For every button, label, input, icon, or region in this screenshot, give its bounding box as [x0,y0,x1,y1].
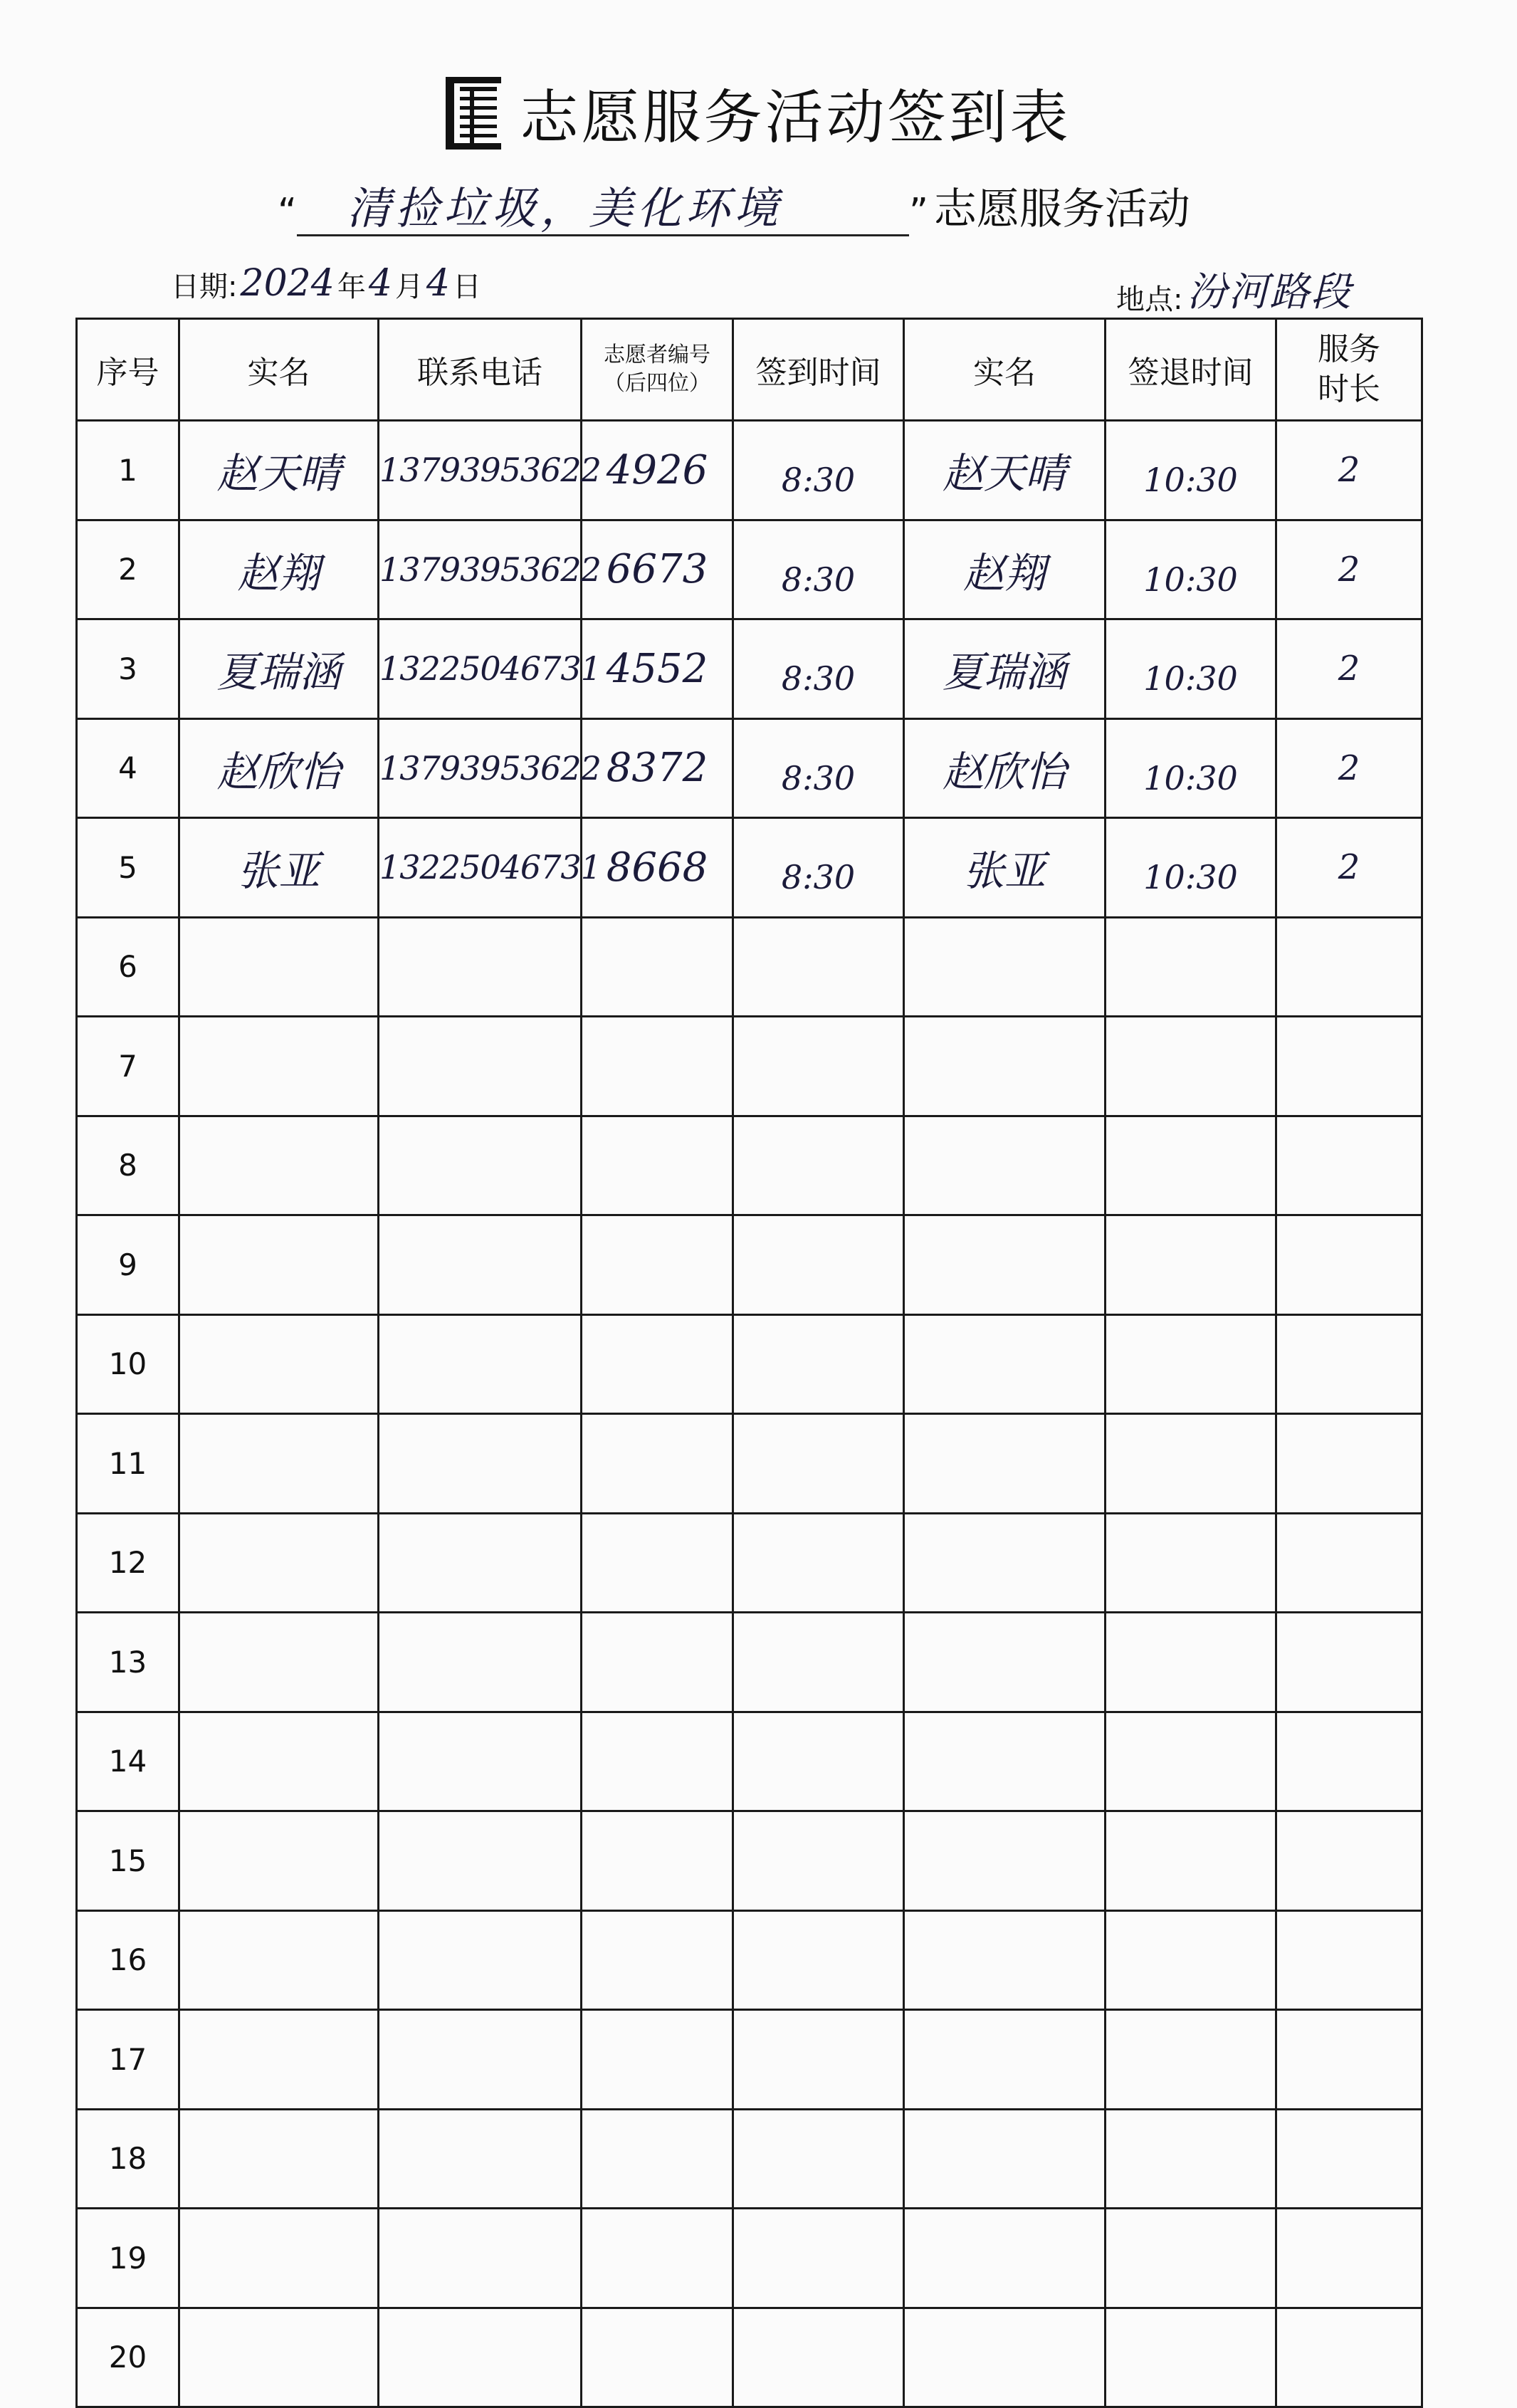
date-day-field[interactable]: 4 [426,262,451,305]
table-row [77,1613,1422,1712]
volunteer-id-cell[interactable] [582,1314,733,1414]
signin-name-cell[interactable]: 赵天晴 [179,421,379,520]
phone-cell[interactable] [379,1116,582,1215]
table-row [77,1910,1422,2010]
row-index: 17 [77,2010,179,2110]
row-index: 3 [77,619,179,719]
form-header [0,71,1517,155]
row-index: 15 [77,1811,179,1911]
table-row [77,1513,1422,1613]
table-header-row [77,319,1422,421]
signout-name-cell[interactable] [904,1613,1106,1712]
volunteer-id-cell[interactable] [582,2308,733,2407]
signout-time-cell[interactable] [1106,1215,1276,1315]
row-index: 19 [77,2209,179,2308]
phone-cell[interactable] [379,2010,582,2110]
header-phone: 联系电话 [379,319,582,421]
row-index: 16 [77,1910,179,2010]
signout-name-cell[interactable]: 张亚 [904,818,1106,918]
volunteer-id-cell[interactable] [582,1712,733,1811]
signout-time-cell[interactable] [1106,2109,1276,2209]
signin-name-cell[interactable] [179,1811,379,1911]
signin-time-cell[interactable] [733,2010,904,2110]
duration-cell[interactable]: 2 [1276,421,1422,520]
signin-name-cell[interactable] [179,2209,379,2308]
place-label: 地点: [1116,283,1183,316]
signout-name-cell[interactable] [904,2308,1106,2407]
signout-name-cell[interactable] [904,917,1106,1017]
signout-name-cell[interactable] [904,1414,1106,1514]
table-row [77,1215,1422,1315]
table-row [77,1414,1422,1514]
signin-time-cell[interactable] [733,1910,904,2010]
signin-time-cell[interactable] [733,1017,904,1116]
signout-name-cell[interactable] [904,2209,1106,2308]
table-row [77,917,1422,1017]
signout-name-cell[interactable]: 赵翔 [904,520,1106,619]
signin-time-cell[interactable] [733,1712,904,1811]
volunteer-id-cell[interactable] [582,1116,733,1215]
signin-name-cell[interactable] [179,2010,379,2110]
phone-cell[interactable]: 13793953622 [379,520,582,619]
volunteer-id-cell[interactable]: 8372 [582,718,733,818]
signin-name-cell[interactable] [179,1910,379,2010]
signin-time-cell[interactable] [733,1414,904,1514]
row-index: 4 [77,718,179,818]
signin-time-cell[interactable]: 8:30 [733,718,904,818]
signin-time-cell[interactable]: 8:30 [733,818,904,918]
table-row [77,1811,1422,1911]
signin-time-cell[interactable] [733,2308,904,2407]
sign-in-table [75,318,1423,2408]
signout-name-cell[interactable] [904,1712,1106,1811]
signin-name-cell[interactable] [179,1613,379,1712]
duration-cell[interactable] [1276,1513,1422,1613]
signout-name-cell[interactable]: 夏瑞涵 [904,619,1106,719]
header-index: 序号 [77,319,179,421]
volunteer-id-cell[interactable] [582,2109,733,2209]
day-label: 日 [453,271,482,303]
table-row [77,1116,1422,1215]
table-row [77,619,1422,719]
row-index: 6 [77,917,179,1017]
row-index: 1 [77,421,179,520]
row-index: 14 [77,1712,179,1811]
duration-cell[interactable] [1276,1712,1422,1811]
signin-name-cell[interactable] [179,1314,379,1414]
phone-cell[interactable] [379,2109,582,2209]
signin-time-cell[interactable]: 8:30 [733,421,904,520]
date-line [171,262,481,305]
signin-time-cell[interactable] [733,2209,904,2308]
header-signin-name: 实名 [179,319,379,421]
duration-cell[interactable] [1276,917,1422,1017]
signin-name-cell[interactable] [179,2109,379,2209]
table-row [77,421,1422,520]
phone-cell[interactable] [379,1811,582,1911]
table-row [77,818,1422,918]
signin-name-cell[interactable] [179,1017,379,1116]
header-duration-line1: 服务 [1318,331,1380,367]
phone-cell[interactable] [379,1017,582,1116]
month-label: 月 [394,271,424,303]
signin-name-cell[interactable] [179,1116,379,1215]
activity-suffix: 志愿服务活动 [933,184,1190,234]
signin-name-cell[interactable] [179,2308,379,2407]
header-duration [1276,319,1422,421]
signin-name-cell[interactable]: 夏瑞涵 [179,619,379,719]
signout-name-cell[interactable] [904,2010,1106,2110]
volunteer-id-cell[interactable] [582,1811,733,1911]
duration-cell[interactable]: 2 [1276,520,1422,619]
signin-name-cell[interactable] [179,917,379,1017]
signin-time-cell[interactable] [733,1613,904,1712]
activity-close-quote: ” [908,191,928,234]
form-title: 志愿服务活动签到表 [520,84,1071,152]
signin-name-cell[interactable]: 张亚 [179,818,379,918]
place-field[interactable]: 汾河路段 [1187,269,1353,315]
signout-time-cell[interactable] [1106,917,1276,1017]
table-body [77,421,1422,2407]
volunteer-id-cell[interactable]: 4552 [582,619,733,719]
signout-name-cell[interactable] [904,1811,1106,1911]
phone-cell[interactable]: 13793953622 [379,421,582,520]
signin-time-cell[interactable]: 8:30 [733,619,904,719]
volunteer-id-cell[interactable] [582,1017,733,1116]
duration-cell[interactable] [1276,2109,1422,2209]
volunteer-id-cell[interactable] [582,1215,733,1315]
signout-time-cell[interactable] [1106,1910,1276,2010]
signout-name-cell[interactable]: 赵欣怡 [904,718,1106,818]
phone-cell[interactable]: 13793953622 [379,718,582,818]
signin-time-cell[interactable] [733,1513,904,1613]
signin-time-cell[interactable]: 8:30 [733,520,904,619]
duration-cell[interactable] [1276,1314,1422,1414]
signin-name-cell[interactable] [179,1414,379,1514]
duration-cell[interactable]: 2 [1276,718,1422,818]
table-row [77,1017,1422,1116]
phone-cell[interactable] [379,1613,582,1712]
activity-name-field[interactable]: 清捡垃圾，美化环境 [297,183,909,236]
row-index: 8 [77,1116,179,1215]
signout-time-cell[interactable] [1106,1613,1276,1712]
table-row [77,718,1422,818]
phone-cell[interactable] [379,1414,582,1514]
duration-cell[interactable] [1276,1910,1422,2010]
signout-name-cell[interactable] [904,1215,1106,1315]
volunteer-id-cell[interactable]: 4926 [582,421,733,520]
phone-cell[interactable] [379,2209,582,2308]
signin-time-cell[interactable] [733,917,904,1017]
signout-time-cell[interactable] [1106,1513,1276,1613]
duration-cell[interactable] [1276,1215,1422,1315]
signout-time-cell[interactable]: 10:30 [1106,619,1276,719]
signin-time-cell[interactable] [733,1811,904,1911]
signout-name-cell[interactable] [904,1314,1106,1414]
row-index: 18 [77,2109,179,2209]
table-row [77,1712,1422,1811]
signout-time-cell[interactable] [1106,2010,1276,2110]
row-index: 5 [77,818,179,918]
table-row [77,2010,1422,2110]
signin-name-cell[interactable] [179,1712,379,1811]
table-row [77,1314,1422,1414]
table-row [77,2308,1422,2407]
volunteer-id-cell[interactable] [582,2010,733,2110]
signin-time-cell[interactable] [733,1314,904,1414]
date-month-field[interactable]: 4 [368,262,392,305]
row-index: 13 [77,1613,179,1712]
row-index: 10 [77,1314,179,1414]
duration-cell[interactable]: 2 [1276,818,1422,918]
signout-time-cell[interactable]: 10:30 [1106,421,1276,520]
phone-cell[interactable] [379,917,582,1017]
signin-name-cell[interactable]: 赵翔 [179,520,379,619]
volunteer-id-cell[interactable]: 6673 [582,520,733,619]
volunteer-id-cell[interactable] [582,1910,733,2010]
header-signout-time: 签退时间 [1106,319,1276,421]
table-row [77,2109,1422,2209]
phone-cell[interactable] [379,1215,582,1315]
phone-cell[interactable] [379,2308,582,2407]
duration-cell[interactable] [1276,1613,1422,1712]
row-index: 2 [77,520,179,619]
duration-cell[interactable] [1276,1811,1422,1911]
row-index: 11 [77,1414,179,1514]
phone-cell[interactable] [379,1513,582,1613]
volunteer-id-cell[interactable] [582,2209,733,2308]
volunteer-id-cell[interactable] [582,1613,733,1712]
signout-time-cell[interactable] [1106,1811,1276,1911]
row-index: 20 [77,2308,179,2407]
duration-cell[interactable]: 2 [1276,619,1422,719]
activity-open-quote: “ [278,191,297,234]
signout-time-cell[interactable]: 10:30 [1106,818,1276,918]
header-signout-name: 实名 [904,319,1106,421]
duration-cell[interactable] [1276,2010,1422,2110]
signout-name-cell[interactable] [904,1017,1106,1116]
duration-cell[interactable] [1276,1017,1422,1116]
signout-time-cell[interactable] [1106,1712,1276,1811]
header-volunteer-id-line2: （后四位） [604,371,710,396]
duration-cell[interactable] [1276,1116,1422,1215]
signout-name-cell[interactable] [904,1910,1106,2010]
phone-cell[interactable] [379,1314,582,1414]
signout-time-cell[interactable] [1106,1017,1276,1116]
signout-time-cell[interactable] [1106,1414,1276,1514]
duration-cell[interactable] [1276,1414,1422,1514]
header-duration-line2: 时长 [1318,371,1380,407]
header-volunteer-id [582,319,733,421]
phone-cell[interactable] [379,1712,582,1811]
volunteer-logo-icon [446,77,501,150]
signout-time-cell[interactable] [1106,1116,1276,1215]
signin-time-cell[interactable] [733,2109,904,2209]
volunteer-id-cell[interactable] [582,917,733,1017]
row-index: 9 [77,1215,179,1315]
activity-line [278,175,1190,236]
duration-cell[interactable] [1276,2209,1422,2308]
signin-name-cell[interactable]: 赵欣怡 [179,718,379,818]
signout-time-cell[interactable] [1106,1314,1276,1414]
duration-cell[interactable] [1276,2308,1422,2407]
signout-name-cell[interactable] [904,2109,1106,2209]
signin-name-cell[interactable] [179,1513,379,1613]
row-index: 12 [77,1513,179,1613]
place-line [1116,261,1352,318]
volunteer-id-cell[interactable]: 8668 [582,818,733,918]
signout-name-cell[interactable] [904,1116,1106,1215]
phone-cell[interactable] [379,1910,582,2010]
signin-name-cell[interactable] [179,1215,379,1315]
table-row [77,2209,1422,2308]
signout-time-cell[interactable]: 10:30 [1106,718,1276,818]
table-row [77,520,1422,619]
phone-cell[interactable]: 13225046731 [379,818,582,918]
phone-cell[interactable]: 13225046731 [379,619,582,719]
signout-time-cell[interactable]: 10:30 [1106,520,1276,619]
year-label: 年 [337,271,366,303]
header-signin-time: 签到时间 [733,319,904,421]
signin-time-cell[interactable] [733,1116,904,1215]
signin-time-cell[interactable] [733,1215,904,1315]
date-year-field[interactable]: 2024 [240,262,335,305]
date-label: 日期: [171,271,238,303]
signout-name-cell[interactable]: 赵天晴 [904,421,1106,520]
signout-time-cell[interactable] [1106,2209,1276,2308]
signout-name-cell[interactable] [904,1513,1106,1613]
header-volunteer-id-line1: 志愿者编号 [604,342,710,367]
row-index: 7 [77,1017,179,1116]
volunteer-id-cell[interactable] [582,1414,733,1514]
signout-time-cell[interactable] [1106,2308,1276,2407]
volunteer-id-cell[interactable] [582,1513,733,1613]
